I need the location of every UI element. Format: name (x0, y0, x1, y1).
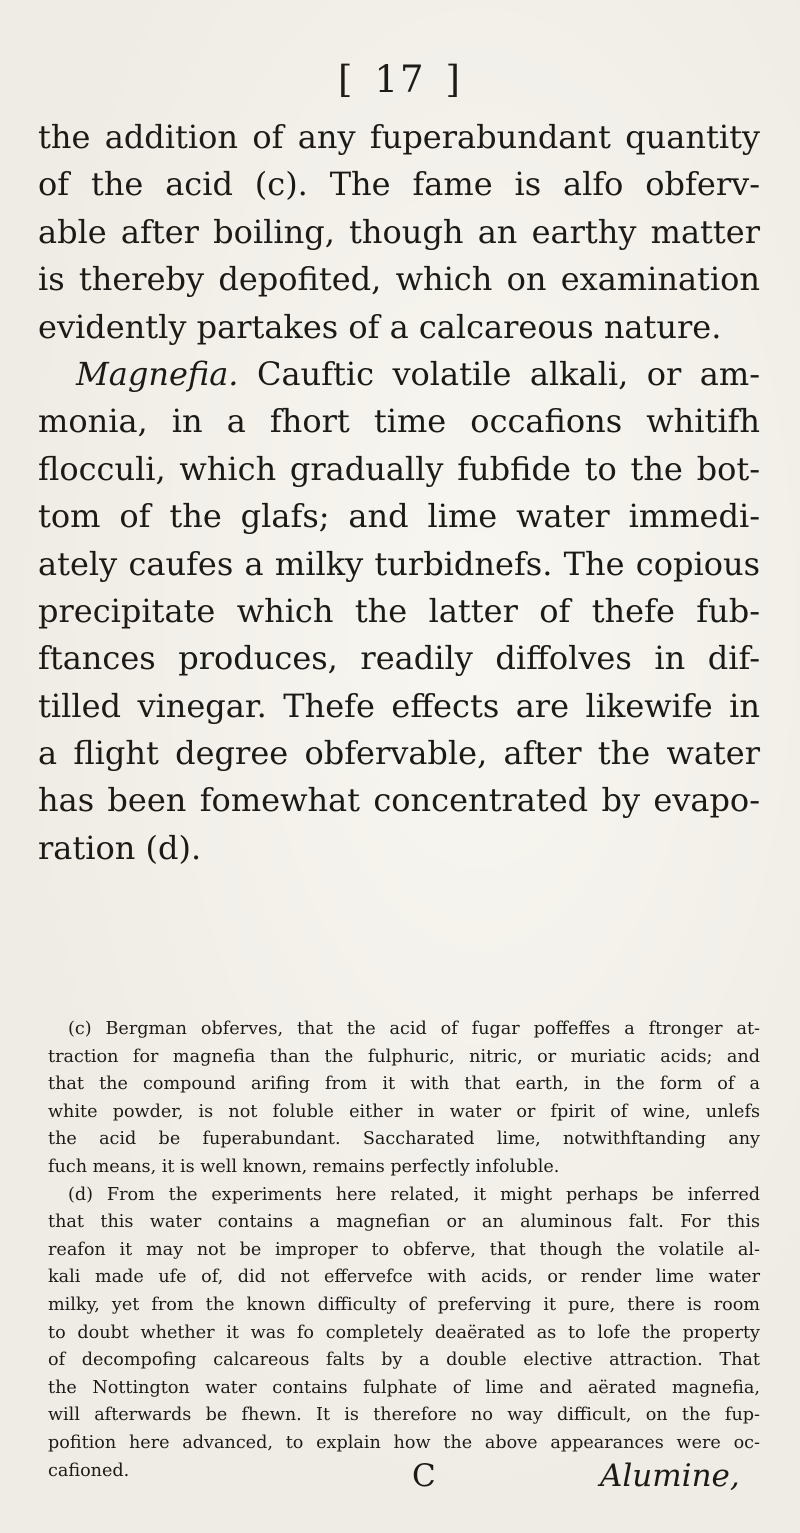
footnote-c-line: (c) Bergman obferves, that the acid of fugar poffeffes a ftronger at- (68, 1019, 760, 1039)
magnesia-paragraph-start (38, 351, 760, 398)
text-line: evidently partakes of a calcareous nature. (38, 307, 722, 346)
header-open-bracket: [ (338, 58, 355, 101)
text-line: ately caufes a milky turbidnefs. The copious (38, 544, 760, 583)
text-line: of the acid (c). The fame is alfo obferv- (38, 165, 760, 204)
footnote-d-line: kali made ufe of, did not effervefce with acids, or render lime water (48, 1267, 760, 1288)
footnote-d-line: the Nottington water contains fulphate of lime and aërated magnefia, (48, 1377, 760, 1398)
text-line: is thereby depofited, which on examination (38, 260, 760, 299)
text-line: monia, in a fhort time occafions whitifh (38, 402, 760, 441)
header-close-bracket: ] (445, 58, 462, 101)
footnote-d-line: to doubt whether it was fo completely deaërated as to lofe the property (48, 1322, 760, 1343)
text-line: a flight degree obfervable, after the water (38, 734, 760, 773)
text-line: able after boiling, though an earthy matter (38, 212, 760, 251)
text-line: ftances produces, readily diffolves in dif- (38, 639, 760, 678)
text-line: ration (d). (38, 828, 202, 867)
footnote-d-line: reafon it may not be improper to obferve, that though the volatile al- (48, 1239, 760, 1260)
footnote-d-line: milky, yet from the known difficulty of preferving it pure, there is room (48, 1294, 760, 1315)
page-number: 17 (374, 58, 426, 101)
footnote-c-line: the acid be fuperabundant. Saccharated lime, notwithftanding any (48, 1129, 760, 1150)
catchword: Alumine, (600, 1458, 740, 1494)
footnote-c-line: fuch means, it is well known, remains perfectly infoluble. (48, 1156, 560, 1177)
main-text (38, 114, 760, 872)
footnote-d-line: pofition here advanced, to explain how the above appearances were oc- (48, 1432, 760, 1453)
signature-mark: C (412, 1458, 436, 1494)
text-line-fragment: Cauftic volatile alkali, or am- (256, 354, 761, 393)
footnote-c-line: white powder, is not foluble either in water or fpirit of wine, unlefs (48, 1101, 760, 1122)
page-header (0, 58, 800, 101)
text-line: precipitate which the latter of thefe fub- (38, 591, 760, 630)
text-line: the addition of any fuperabundant quantity (38, 118, 760, 156)
text-line: has been fomewhat concentrated by evapo- (38, 781, 760, 820)
footnote-d-line: that this water contains a magnefian or an aluminous falt. For this (48, 1212, 760, 1233)
magnesia-heading: Magnefia. (76, 354, 239, 393)
footnotes (48, 1016, 760, 1485)
text-line: tilled vinegar. Thefe effects are likewife in (38, 686, 760, 725)
text-line: flocculi, which gradually fubfide to the bot- (38, 449, 760, 488)
footnote-d-line: (d) From the experiments here related, it might perhaps be inferred (68, 1184, 760, 1205)
text-line: tom of the glafs; and lime water immedi- (38, 497, 760, 536)
footnote-d-line: will afterwards be fhewn. It is therefore no way difficult, on the fup- (48, 1405, 760, 1426)
footnote-c-line: that the compound arifing from it with that earth, in the form of a (48, 1074, 760, 1095)
footnote-c-line: traction for magnefia than the fulphuric, nitric, or muriatic acids; and (48, 1046, 760, 1067)
footnote-d-line: cafioned. (48, 1460, 130, 1481)
footnote-d-line: of decompofing calcareous falts by a double elective attraction. That (48, 1350, 760, 1371)
